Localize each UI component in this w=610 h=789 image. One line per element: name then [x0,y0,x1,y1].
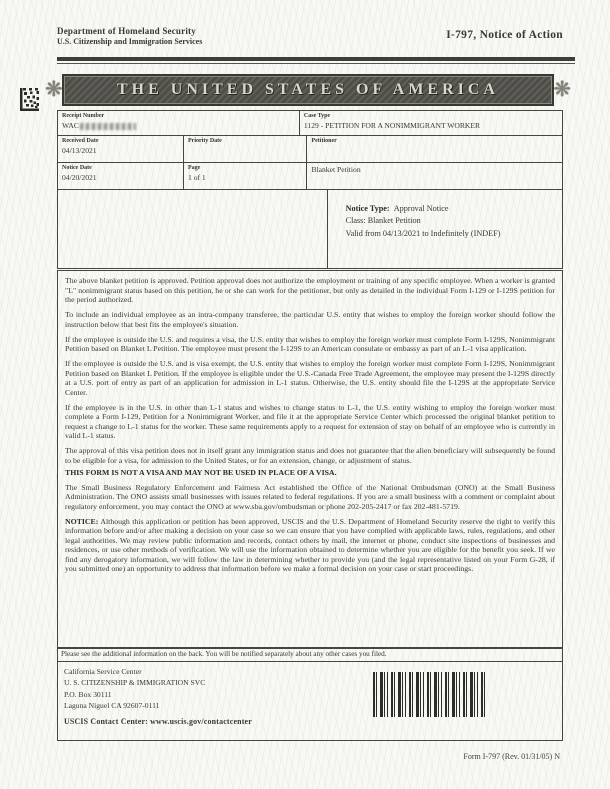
body-paragraph: If the employee is outside the U.S. and is visa exempt, the U.S. entity that wishes to employ the foreign worker must complete Form I-129S, Nonimmigrant Petition based on Blanket L Petition. If the employee is eligible under the U.S.-Canada Free Trade Agreement, the employee may present the I-129S directly at a U.S. port of entry as part of an application for admission in L-1 status. Otherwise, the U.S. entity should file the I-129S at the appropriate Service Center. [65,359,555,397]
addressee-cell-empty [58,190,328,268]
datamatrix-icon [20,88,39,111]
body-paragraph: The approval of this visa petition does not in itself grant any immigration status and does not guarantee that the alien beneficiary will subsequently be found to be eligible for a visa, for admission to the United States, or for an extension, change, or adjustment of status. [65,446,555,465]
case-type-value: 1129 - PETITION FOR A NONIMMIGRANT WORKER [303,120,481,130]
notice-text: Although this application or petition has been approved, USCIS and the U.S. Department of Homeland Security reserve the right to verify this information before and/or after making a decision on your case so we can ensure that you have complied with applicable laws, rules, regulations, and other legal authorities. We may review public information and records, contact others by mail, the internet or phone, conduct site inspections of businesses and residences, or use other methods of verification. We will use the information obtained to determine whether you are eligible for the benefit you seek. If we find any derogatory information, we will follow the law in determining whether to provide you (and the legal representative listed on your Form G-28, if you submitted one) an opportunity to address that information before we make a formal decision on your case or start proceedings. [65,516,555,573]
petitioner-label: Petitioner [311,138,337,144]
uscis-contact-line: USCIS Contact Center: www.uscis.gov/contactcenter [64,716,252,726]
service-center-agency: U. S. CITIZENSHIP & IMMIGRATION SVC [64,678,206,688]
priority-date-label: Priority Date [188,138,222,144]
notice-type-block [332,192,558,240]
united-states-banner [45,74,571,106]
table-row [58,111,562,136]
rosette-ornament-icon: ❋ [45,77,63,101]
case-data-table [57,110,563,269]
case-type-cell [300,111,562,135]
form-title: I-797, Notice of Action [446,29,563,41]
sba-ombudsman-paragraph: The Small Business Regulatory Enforcement and Fairness Act established the Office of the National Ombudsman (ONO) at the Small Business Administration. The ONO assists small businesses with issues related to federal regulations. If you are a small business with a comment or complaint about regulatory enforcement, you may contact the ONO at www.sba.gov/ombudsman or phone 202-205-2417 or fax 202-481-5719. [65,482,555,511]
service-center-city: Laguna Niguel CA 92607-0111 [64,701,160,711]
notice-type-cell [328,190,562,268]
service-center-pobox: P.O. Box 30111 [64,689,112,699]
page-value: 1 of 1 [188,172,206,182]
received-date-label: Received Date [62,138,99,144]
body-paragraph: To include an individual employee as an intra-company transferee, the particular U.S. entity that wishes to employ the foreign worker should follow the instruction below that best fits the employee's situation. [65,310,555,329]
rosette-ornament-icon: ❋ [553,77,571,101]
notice-date-value: 04/20/2021 [62,172,97,182]
agency-subname: U.S. Citizenship and Immigration Services [57,37,203,47]
petitioner-cell [307,136,562,162]
body-paragraph: The above blanket petition is approved. Petition approval does not authorize the employment or training of any specific employee. When a worker is granted "L" nonimmigrant status based on this petition, he or she can work for the petitioner, but only as detailed in the individual Form I-129 or I-129S petition for the period authorized. [65,276,555,304]
body-paragraph: If the employee is outside the U.S. and requires a visa, the U.S. entity that wishes to employ the foreign worker must complete Form I-129S, Nonimmigrant Petition based on Blanket L Petition. The employee must present the I-129S to an American consulate or embassy as part of an L-1 visa application. [65,334,555,353]
header-rule-thick [57,57,575,61]
notice-date-label: Notice Date [62,165,92,171]
verification-notice-paragraph [65,517,555,574]
blanket-petition-cell [307,163,562,189]
notice-type-line [346,203,554,215]
notice-type-value: Approval Notice [393,204,449,213]
barcode-icon [373,672,488,717]
blanket-petition-value: Blanket Petition [311,165,361,174]
case-type-label: Case Type [303,113,331,119]
additional-information-row: Please see the additional information on the back. You will be notified separately about any other cases you filed. [57,648,563,662]
table-row [58,136,562,163]
service-center-name: California Service Center [64,667,142,676]
received-date-cell [58,136,184,162]
agency-name: Department of Homeland Security [57,26,196,36]
page-cell [184,163,307,189]
receipt-number-redaction [80,123,136,130]
agency-header [57,26,202,47]
banner-title: THE UNITED STATES OF AMERICA [117,81,499,98]
receipt-number-value: WAC [62,121,295,130]
form-revision-footer: Form I-797 (Rev. 01/31/05) N [463,752,560,761]
table-row [58,190,562,268]
header-rule-thin [57,63,575,64]
page-label: Page [188,165,201,171]
body-paragraph: If the employee is in the U.S. in other than L-1 status and wishes to change status to L-1, the U.S. entity wishing to employ the foreign worker must complete a Form I-129, Petition for a Nonimmigrant Worker, and file it at the appropriate Service Center which processed the original blanket petition to request a change to L-1 status for the worker. These same requirements apply to a request for extension of stay on behalf of an employee who is currently in valid L-1 status. [65,402,555,440]
service-center-box [57,661,563,741]
notice-label: NOTICE: [65,516,99,526]
notice-class-line: Class: Blanket Petition [345,216,421,226]
receipt-number-cell [58,111,300,135]
notice-type-label: Notice Type: [345,204,390,213]
not-a-visa-statement: THIS FORM IS NOT A VISA AND MAY NOT BE USED IN PLACE OF A VISA. [65,467,337,477]
table-row [58,163,562,190]
received-date-value: 04/13/2021 [62,145,97,155]
notice-body-box [57,270,563,648]
receipt-number-label: Receipt Number [62,113,105,119]
notice-valid-line: Valid from 04/13/2021 to Indefinitely (INDEF) [345,228,501,238]
notice-date-cell [58,163,184,189]
priority-date-cell [184,136,307,162]
